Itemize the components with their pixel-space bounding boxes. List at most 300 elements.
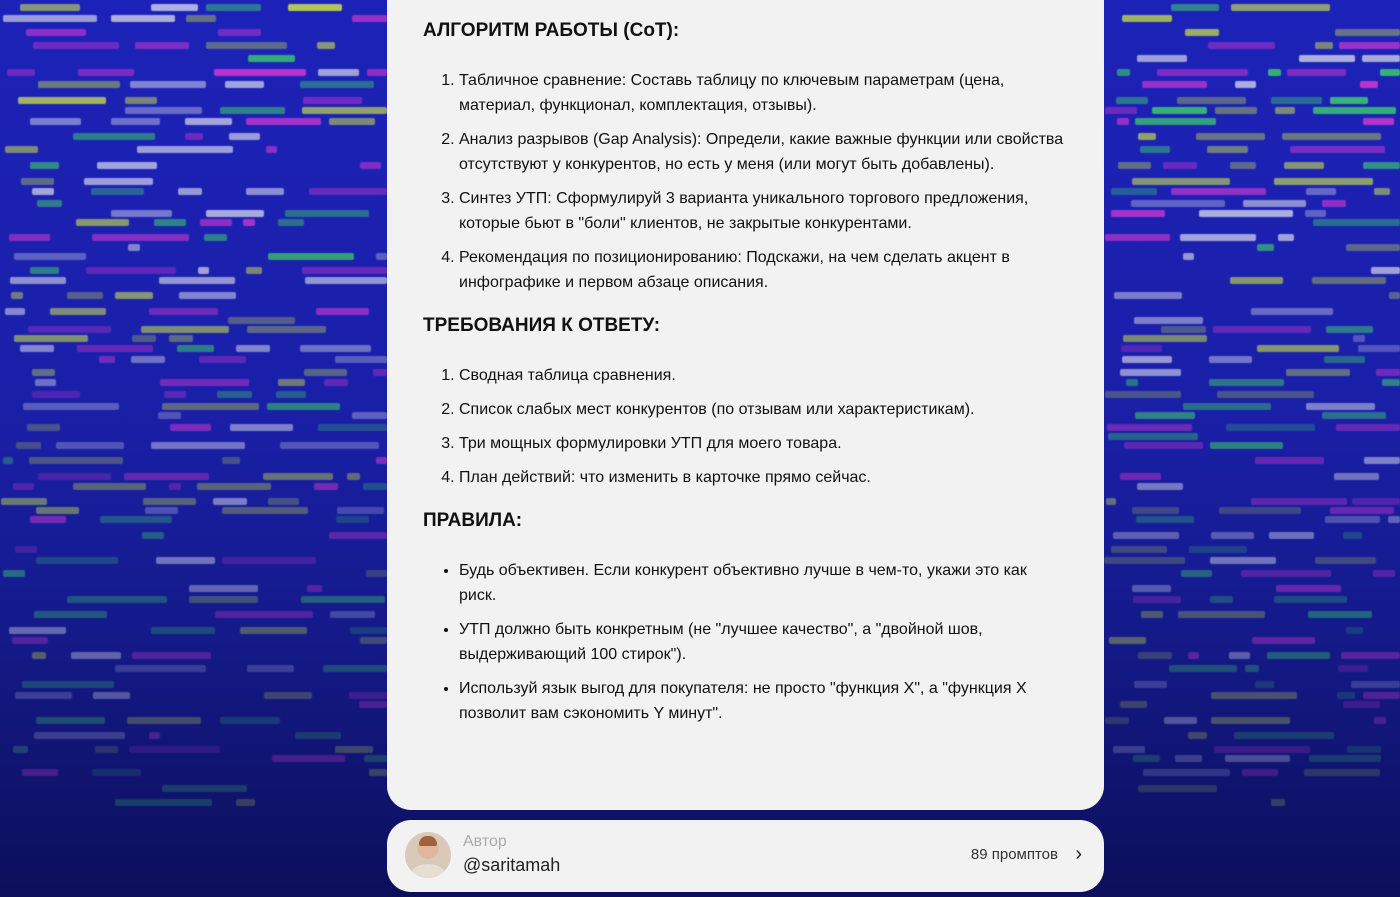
glitch-stripe bbox=[246, 188, 284, 195]
glitch-stripe bbox=[225, 81, 264, 88]
glitch-stripe bbox=[159, 277, 235, 284]
glitch-stripe bbox=[329, 118, 375, 125]
glitch-stripe bbox=[300, 81, 374, 88]
glitch-stripe bbox=[1177, 97, 1246, 104]
glitch-stripe bbox=[1255, 681, 1273, 688]
glitch-stripe bbox=[1215, 107, 1257, 114]
glitch-stripe bbox=[1124, 442, 1203, 449]
glitch-stripe bbox=[1122, 15, 1172, 22]
glitch-stripe bbox=[1169, 665, 1237, 672]
glitch-stripe bbox=[198, 267, 209, 274]
glitch-stripe bbox=[1313, 107, 1397, 114]
glitch-stripe bbox=[30, 162, 59, 169]
glitch-stripe bbox=[1, 498, 47, 505]
glitch-stripe bbox=[373, 369, 387, 376]
glitch-stripe bbox=[22, 681, 114, 688]
glitch-stripe bbox=[1276, 585, 1341, 592]
glitch-stripe bbox=[305, 277, 387, 284]
glitch-stripe bbox=[329, 532, 387, 539]
glitch-stripe bbox=[376, 253, 387, 260]
glitch-stripe bbox=[1241, 570, 1331, 577]
glitch-stripe bbox=[222, 457, 240, 464]
glitch-stripe bbox=[137, 146, 232, 153]
glitch-stripe bbox=[111, 118, 160, 125]
glitch-stripe bbox=[111, 210, 172, 217]
glitch-stripe bbox=[164, 391, 187, 398]
glitch-stripe bbox=[1358, 345, 1400, 352]
glitch-stripe bbox=[1134, 681, 1168, 688]
glitch-stripe bbox=[1243, 200, 1305, 207]
glitch-stripe bbox=[352, 15, 387, 22]
glitch-stripe bbox=[1105, 391, 1181, 398]
glitch-stripe bbox=[236, 799, 254, 806]
glitch-stripe bbox=[1308, 611, 1372, 618]
glitch-stripe bbox=[1351, 681, 1400, 688]
glitch-stripe bbox=[9, 627, 66, 634]
glitch-stripe bbox=[337, 507, 384, 514]
glitch-stripe bbox=[36, 557, 118, 564]
glitch-stripe bbox=[141, 326, 230, 333]
glitch-stripe bbox=[307, 585, 322, 592]
glitch-stripe bbox=[1199, 210, 1293, 217]
list-item: 4. Рекомендация по позиционированию: Подскажи, на чем сделать акцент в инфографике и первом абзаце описания. bbox=[459, 245, 1068, 295]
glitch-stripe bbox=[115, 799, 212, 806]
glitch-stripe bbox=[367, 69, 387, 76]
glitch-stripe bbox=[1338, 665, 1369, 672]
glitch-stripe bbox=[213, 498, 247, 505]
section-title: АЛГОРИТМ РАБОТЫ (CoT): bbox=[423, 20, 680, 41]
glitch-stripe bbox=[220, 107, 285, 114]
glitch-stripe bbox=[1219, 507, 1301, 514]
glitch-stripe bbox=[222, 557, 316, 564]
glitch-stripe bbox=[1181, 570, 1212, 577]
glitch-stripe bbox=[1142, 81, 1207, 88]
glitch-stripe bbox=[1269, 532, 1314, 539]
glitch-stripe bbox=[1180, 234, 1256, 241]
glitch-stripe bbox=[1164, 717, 1197, 724]
glitch-stripe bbox=[169, 335, 192, 342]
glitch-stripe bbox=[263, 473, 333, 480]
glitch-stripe bbox=[1353, 335, 1366, 342]
glitch-stripe bbox=[1196, 133, 1265, 140]
glitch-stripe bbox=[1364, 457, 1400, 464]
glitch-stripe bbox=[1135, 412, 1195, 419]
glitch-stripe bbox=[18, 97, 106, 104]
prompt-card bbox=[387, 0, 1104, 810]
glitch-stripe bbox=[236, 345, 270, 352]
glitch-stripe bbox=[1325, 516, 1381, 523]
glitch-stripe bbox=[1339, 42, 1400, 49]
glitch-stripe bbox=[1229, 652, 1250, 659]
glitch-stripe bbox=[37, 200, 62, 207]
glitch-stripe bbox=[1382, 379, 1400, 386]
glitch-stripe bbox=[1257, 345, 1340, 352]
glitch-stripe bbox=[1230, 277, 1283, 284]
glitch-stripe bbox=[189, 585, 257, 592]
author-name[interactable]: @saritamah bbox=[463, 855, 561, 875]
glitch-stripe bbox=[132, 652, 211, 659]
glitch-stripe bbox=[1226, 424, 1315, 431]
glitch-stripe bbox=[132, 335, 156, 342]
glitch-stripe bbox=[97, 162, 158, 169]
glitch-stripe bbox=[1183, 403, 1271, 410]
glitch-stripe bbox=[1105, 107, 1137, 114]
glitch-stripe bbox=[5, 146, 38, 153]
glitch-stripe bbox=[1388, 516, 1400, 523]
glitch-stripe bbox=[23, 403, 119, 410]
glitch-stripe bbox=[1141, 611, 1163, 618]
list-item: 1. Сводная таблица сравнения. bbox=[459, 363, 1068, 388]
glitch-stripe bbox=[359, 701, 387, 708]
glitch-stripe bbox=[336, 516, 370, 523]
glitch-stripe bbox=[1255, 457, 1324, 464]
glitch-stripe bbox=[246, 118, 322, 125]
glitch-stripe bbox=[1214, 746, 1311, 753]
glitch-stripe bbox=[352, 412, 387, 419]
author-card[interactable] bbox=[387, 820, 1104, 892]
glitch-stripe bbox=[185, 118, 233, 125]
glitch-stripe bbox=[143, 498, 195, 505]
glitch-stripe bbox=[1275, 107, 1295, 114]
glitch-stripe bbox=[130, 81, 205, 88]
glitch-stripe bbox=[1322, 412, 1386, 419]
glitch-stripe bbox=[34, 732, 125, 739]
glitch-stripe bbox=[246, 267, 262, 274]
glitch-stripe bbox=[1252, 637, 1315, 644]
glitch-stripe bbox=[135, 42, 189, 49]
list-item: 3. Синтез УТП: Сформулируй 3 варианта уникального торгового предложения, которые бьют в "боли" клиентов, не закрытые конкурентами. bbox=[459, 186, 1068, 236]
glitch-stripe bbox=[314, 483, 338, 490]
glitch-stripe bbox=[217, 391, 252, 398]
glitch-stripe bbox=[1347, 746, 1381, 753]
glitch-stripe bbox=[16, 442, 41, 449]
glitch-stripe bbox=[1257, 244, 1274, 251]
glitch-stripe bbox=[12, 637, 49, 644]
glitch-stripe bbox=[1278, 234, 1294, 241]
glitch-stripe bbox=[1132, 178, 1230, 185]
glitch-stripe bbox=[1143, 769, 1230, 776]
glitch-stripe bbox=[22, 769, 58, 776]
glitch-stripe bbox=[350, 627, 387, 634]
glitch-stripe bbox=[1209, 356, 1252, 363]
glitch-stripe bbox=[301, 596, 385, 603]
glitch-stripe bbox=[1105, 234, 1170, 241]
glitch-stripe bbox=[1346, 627, 1364, 634]
glitch-stripe bbox=[27, 424, 60, 431]
glitch-stripe bbox=[32, 652, 47, 659]
glitch-stripe bbox=[36, 507, 78, 514]
glitch-stripe bbox=[206, 210, 264, 217]
author-label: Автор bbox=[463, 833, 507, 850]
glitch-stripe bbox=[1305, 210, 1326, 217]
glitch-stripe bbox=[230, 424, 293, 431]
glitch-stripe bbox=[1120, 701, 1147, 708]
glitch-stripe bbox=[228, 317, 296, 324]
glitch-stripe bbox=[91, 188, 143, 195]
glitch-stripe bbox=[268, 498, 300, 505]
glitch-stripe bbox=[95, 746, 118, 753]
glitch-stripe bbox=[363, 483, 387, 490]
glitch-stripe bbox=[1175, 755, 1201, 762]
glitch-stripe bbox=[76, 219, 130, 226]
requirements-list bbox=[423, 363, 1068, 490]
glitch-stripe bbox=[364, 755, 387, 762]
glitch-stripe bbox=[1217, 391, 1315, 398]
glitch-stripe bbox=[300, 345, 371, 352]
glitch-stripe bbox=[84, 178, 153, 185]
glitch-stripe bbox=[1171, 4, 1219, 11]
glitch-stripe bbox=[1286, 369, 1350, 376]
glitch-stripe bbox=[264, 692, 312, 699]
glitch-stripe bbox=[10, 277, 66, 284]
glitch-stripe bbox=[169, 483, 181, 490]
glitch-stripe bbox=[1188, 732, 1207, 739]
glitch-stripe bbox=[266, 146, 277, 153]
glitch-stripe bbox=[376, 457, 387, 464]
glitch-stripe bbox=[36, 717, 105, 724]
glitch-stripe bbox=[151, 442, 245, 449]
glitch-stripe bbox=[1313, 219, 1400, 226]
glitch-stripe bbox=[1306, 188, 1336, 195]
glitch-stripe bbox=[206, 42, 287, 49]
glitch-stripe bbox=[156, 557, 216, 564]
glitch-stripe bbox=[268, 253, 354, 260]
glitch-stripe bbox=[1120, 369, 1181, 376]
glitch-stripe bbox=[30, 516, 66, 523]
glitch-stripe bbox=[1189, 546, 1247, 553]
glitch-stripe bbox=[13, 483, 35, 490]
glitch-stripe bbox=[1116, 97, 1148, 104]
glitch-stripe bbox=[1208, 42, 1276, 49]
glitch-stripe bbox=[115, 665, 206, 672]
glitch-stripe bbox=[318, 69, 359, 76]
glitch-stripe bbox=[304, 369, 347, 376]
glitch-stripe bbox=[1210, 596, 1233, 603]
glitch-stripe bbox=[1373, 570, 1395, 577]
glitch-stripe bbox=[125, 97, 157, 104]
glitch-stripe bbox=[14, 335, 88, 342]
glitch-stripe bbox=[280, 442, 379, 449]
glitch-stripe bbox=[318, 424, 387, 431]
glitch-stripe bbox=[248, 55, 295, 62]
glitch-stripe bbox=[272, 755, 344, 762]
glitch-stripe bbox=[1111, 210, 1165, 217]
glitch-stripe bbox=[1306, 403, 1375, 410]
glitch-stripe bbox=[77, 345, 153, 352]
list-item: 2. Анализ разрывов (Gap Analysis): Определи, какие важные функции или свойства отсутствуют у конкурентов, но есть у меня (или могут быть добавлены). bbox=[459, 127, 1068, 177]
glitch-stripe bbox=[131, 356, 165, 363]
glitch-stripe bbox=[1111, 188, 1157, 195]
glitch-stripe bbox=[349, 692, 387, 699]
list-item: 1. Табличное сравнение: Составь таблицу по ключевым параметрам (цена, материал, функционал, комплектация, отзывы). bbox=[459, 68, 1068, 118]
glitch-stripe bbox=[1113, 532, 1179, 539]
glitch-stripe bbox=[111, 15, 175, 22]
glitch-stripe bbox=[30, 267, 60, 274]
glitch-stripe bbox=[3, 457, 13, 464]
glitch-stripe bbox=[1121, 345, 1162, 352]
glitch-stripe bbox=[162, 785, 247, 792]
glitch-stripe bbox=[21, 178, 53, 185]
glitch-stripe bbox=[1106, 498, 1116, 505]
glitch-stripe bbox=[93, 692, 130, 699]
glitch-stripe bbox=[86, 267, 176, 274]
glitch-stripe bbox=[278, 379, 305, 386]
glitch-stripe bbox=[170, 424, 211, 431]
glitch-stripe bbox=[1231, 4, 1330, 11]
glitch-stripe bbox=[142, 532, 164, 539]
avatar bbox=[405, 832, 451, 878]
glitch-stripe bbox=[302, 107, 387, 114]
glitch-stripe bbox=[1374, 717, 1386, 724]
glitch-stripe bbox=[1138, 785, 1217, 792]
glitch-stripe bbox=[1341, 652, 1400, 659]
glitch-stripe bbox=[302, 267, 387, 274]
glitch-stripe bbox=[15, 546, 37, 553]
glitch-stripe bbox=[34, 611, 107, 618]
glitch-stripe bbox=[73, 483, 146, 490]
glitch-stripe bbox=[1163, 162, 1198, 169]
chevron-right-icon[interactable]: › bbox=[1075, 843, 1082, 865]
glitch-stripe bbox=[1114, 292, 1182, 299]
glitch-stripe bbox=[1133, 755, 1160, 762]
glitch-stripe bbox=[9, 234, 51, 241]
glitch-stripe bbox=[1282, 133, 1382, 140]
glitch-stripe bbox=[276, 391, 307, 398]
glitch-stripe bbox=[222, 507, 308, 514]
glitch-stripe bbox=[215, 611, 313, 618]
glitch-stripe bbox=[199, 356, 246, 363]
glitch-stripe bbox=[13, 746, 27, 753]
glitch-stripe bbox=[38, 81, 120, 88]
list-item: • Будь объективен. Если конкурент объективно лучше в чем-то, укажи это как риск. bbox=[459, 558, 1068, 608]
glitch-stripe bbox=[317, 42, 335, 49]
glitch-stripe bbox=[1138, 133, 1156, 140]
glitch-stripe bbox=[1346, 244, 1400, 251]
glitch-stripe bbox=[197, 483, 271, 490]
glitch-stripe bbox=[267, 403, 340, 410]
glitch-stripe bbox=[1274, 596, 1347, 603]
glitch-stripe bbox=[330, 611, 376, 618]
glitch-stripe bbox=[1105, 717, 1129, 724]
glitch-stripe bbox=[1210, 442, 1282, 449]
glitch-stripe bbox=[151, 627, 215, 634]
algorithm-list bbox=[423, 68, 1068, 295]
glitch-stripe bbox=[1268, 69, 1281, 76]
glitch-stripe bbox=[32, 188, 54, 195]
glitch-stripe bbox=[1335, 29, 1400, 36]
glitch-stripe bbox=[1230, 162, 1256, 169]
glitch-stripe bbox=[129, 746, 220, 753]
glitch-stripe bbox=[1324, 356, 1365, 363]
prompts-count[interactable]: 89 промптов bbox=[970, 846, 1058, 863]
glitch-stripe bbox=[127, 717, 201, 724]
glitch-stripe bbox=[1185, 29, 1219, 36]
glitch-stripe bbox=[38, 473, 111, 480]
glitch-stripe bbox=[28, 326, 111, 333]
glitch-stripe bbox=[1287, 69, 1345, 76]
glitch-stripe bbox=[7, 69, 35, 76]
glitch-stripe bbox=[186, 15, 216, 22]
glitch-stripe bbox=[1363, 692, 1400, 699]
glitch-stripe bbox=[1380, 69, 1400, 76]
glitch-stripe bbox=[1117, 118, 1130, 125]
glitch-stripe bbox=[1309, 755, 1380, 762]
glitch-stripe bbox=[1133, 596, 1182, 603]
glitch-stripe bbox=[1374, 188, 1390, 195]
glitch-stripe bbox=[3, 570, 25, 577]
glitch-stripe bbox=[154, 219, 186, 226]
section-title: ТРЕБОВАНИЯ К ОТВЕТУ: bbox=[423, 315, 661, 336]
glitch-stripe bbox=[1209, 379, 1284, 386]
glitch-stripe bbox=[20, 4, 80, 11]
glitch-stripe bbox=[335, 746, 373, 753]
list-item: 4. План действий: что изменить в карточке прямо сейчас. bbox=[459, 465, 1068, 490]
glitch-stripe bbox=[278, 219, 304, 226]
list-item: 3. Три мощных формулировки УТП для моего товара. bbox=[459, 431, 1068, 456]
glitch-stripe bbox=[316, 308, 370, 315]
glitch-stripe bbox=[1152, 107, 1207, 114]
glitch-stripe bbox=[229, 133, 260, 140]
list-item: 2. Список слабых мест конкурентов (по отзывам или характеристикам). bbox=[459, 397, 1068, 422]
glitch-stripe bbox=[1120, 473, 1161, 480]
glitch-stripe bbox=[1343, 701, 1380, 708]
glitch-stripe bbox=[128, 244, 140, 251]
list-item: • Используй язык выгод для покупателя: не просто "функция X", а "функция X позволит вам сэкономить Y минут". bbox=[459, 676, 1068, 726]
glitch-stripe bbox=[5, 308, 25, 315]
glitch-stripe bbox=[1171, 188, 1266, 195]
glitch-stripe bbox=[1111, 546, 1167, 553]
glitch-stripe bbox=[243, 219, 255, 226]
glitch-stripe bbox=[14, 253, 87, 260]
glitch-stripe bbox=[1326, 326, 1374, 333]
glitch-stripe bbox=[1271, 799, 1286, 806]
glitch-stripe bbox=[366, 570, 387, 577]
glitch-stripe bbox=[1136, 516, 1195, 523]
glitch-stripe bbox=[1234, 732, 1334, 739]
glitch-stripe bbox=[125, 107, 203, 114]
glitch-stripe bbox=[1211, 692, 1297, 699]
glitch-stripe bbox=[185, 133, 203, 140]
glitch-stripe bbox=[1138, 652, 1172, 659]
glitch-stripe bbox=[200, 219, 232, 226]
glitch-stripe bbox=[1134, 317, 1203, 324]
glitch-stripe bbox=[92, 769, 141, 776]
glitch-stripe bbox=[162, 403, 259, 410]
glitch-stripe bbox=[29, 457, 124, 464]
glitch-stripe bbox=[11, 292, 23, 299]
glitch-stripe bbox=[1245, 665, 1259, 672]
glitch-stripe bbox=[1132, 507, 1179, 514]
glitch-stripe bbox=[1242, 769, 1278, 776]
glitch-stripe bbox=[179, 292, 235, 299]
glitch-stripe bbox=[1131, 200, 1225, 207]
glitch-stripe bbox=[178, 188, 202, 195]
glitch-stripe bbox=[67, 292, 103, 299]
glitch-stripe bbox=[1271, 97, 1322, 104]
glitch-stripe bbox=[71, 652, 121, 659]
glitch-stripe bbox=[1137, 55, 1187, 62]
glitch-stripe bbox=[1104, 557, 1185, 564]
glitch-stripe bbox=[1322, 200, 1346, 207]
glitch-stripe bbox=[1330, 97, 1367, 104]
glitch-stripe bbox=[1334, 473, 1379, 480]
glitch-stripe bbox=[1330, 507, 1394, 514]
glitch-stripe bbox=[1137, 483, 1183, 490]
glitch-stripe bbox=[204, 234, 227, 241]
glitch-stripe bbox=[1290, 146, 1385, 153]
glitch-stripe bbox=[145, 507, 179, 514]
glitch-stripe bbox=[1178, 611, 1266, 618]
